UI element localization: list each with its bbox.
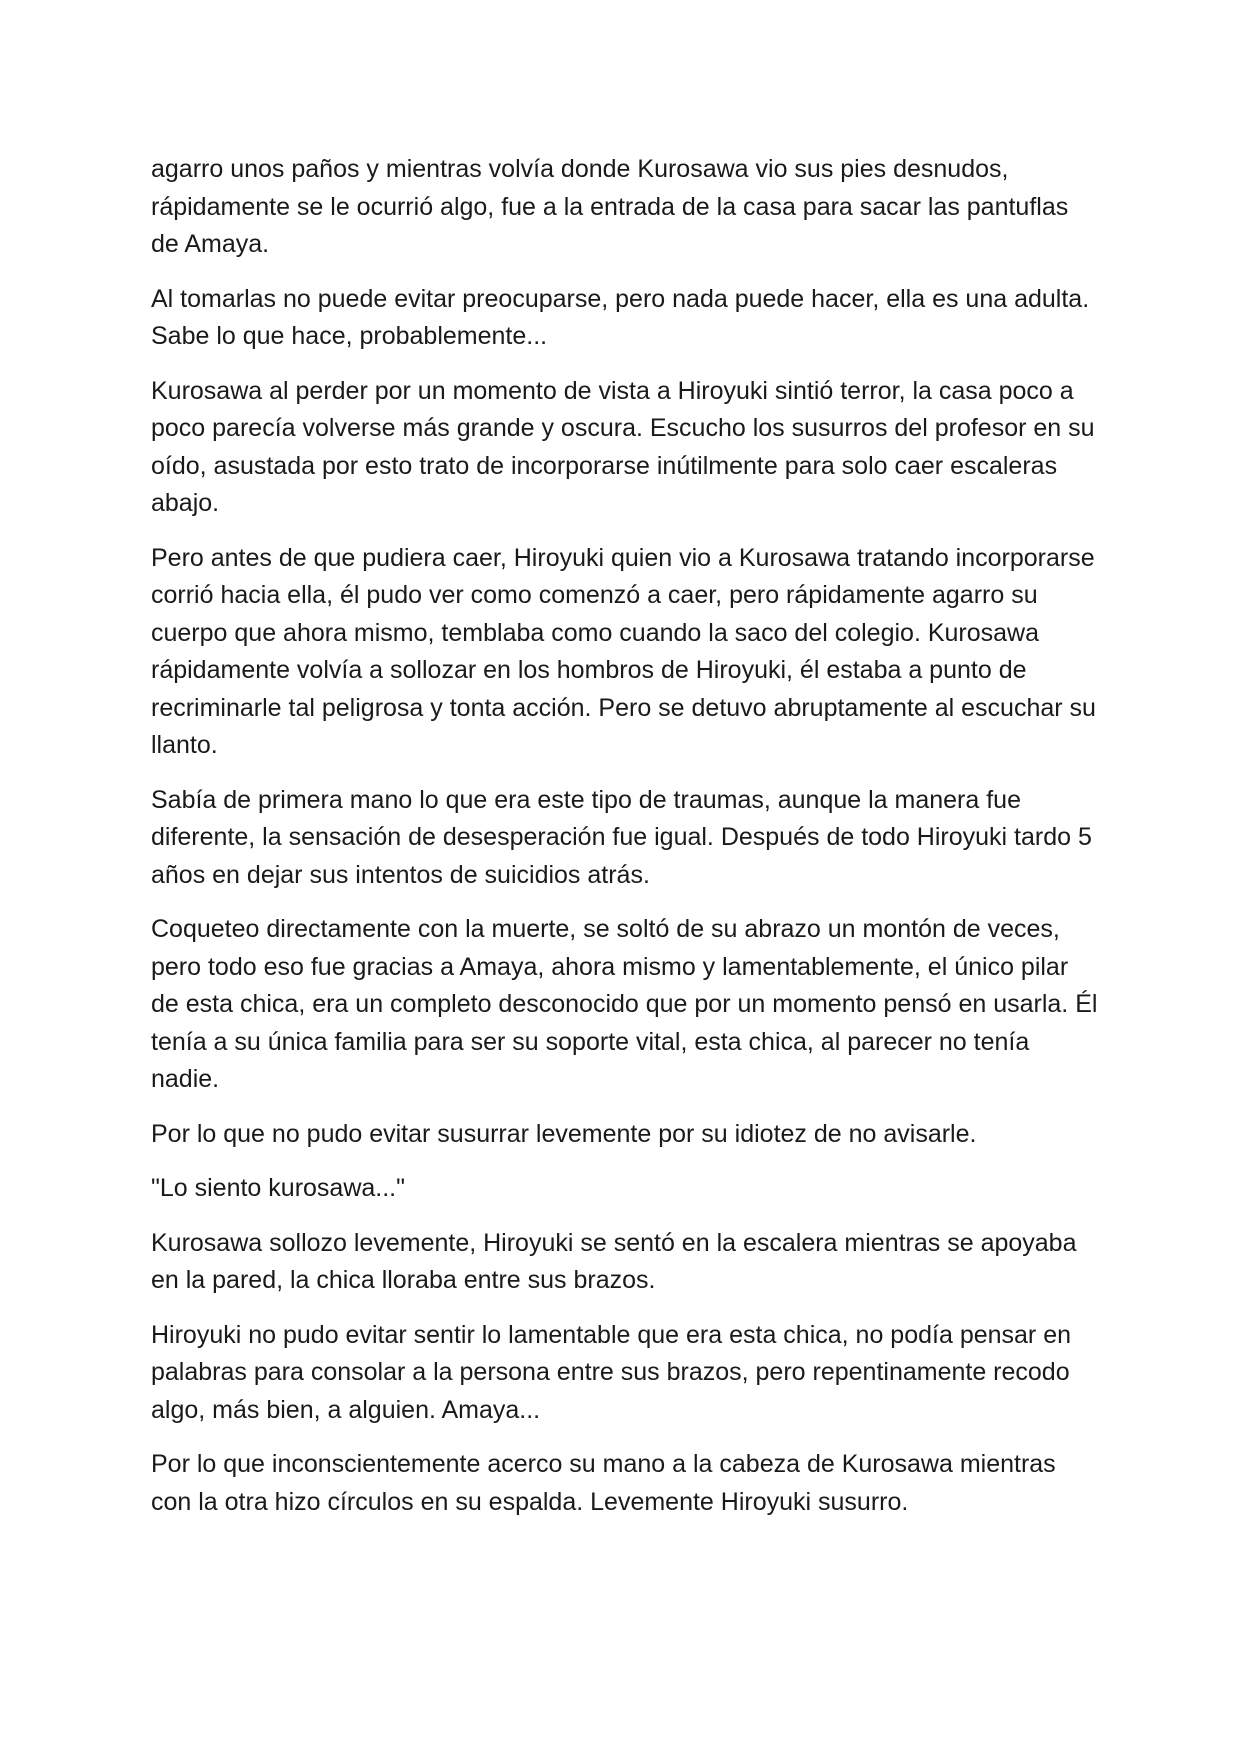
paragraph: Por lo que inconscientemente acerco su mano a la cabeza de Kurosawa mientras con la otra hizo círculos en su espalda. Levemente Hiroyuki susurro. (151, 1450, 1056, 1516)
paragraph: Por lo que no pudo evitar susurrar levemente por su idiotez de no avisarle. (151, 1119, 977, 1148)
document-body (151, 151, 1101, 1538)
paragraph: Hiroyuki no pudo evitar sentir lo lamentable que era esta chica, no podía pensar en palabras para consolar a la persona entre sus brazos, pero repentinamente recodo algo, más bien, a alguien. Amaya... (151, 1320, 1072, 1424)
paragraph: Coqueteo directamente con la muerte, se soltó de su abrazo un montón de veces, pero todo eso fue gracias a Amaya, ahora mismo y lamentablemente, el único pilar de esta chica, era un completo desconocido que por un momento pensó en usarla. Él tenía a su única familia para ser su soporte vital, esta chica, al parecer no tenía nadie. (151, 915, 1098, 1093)
paragraph: agarro unos paños y mientras volvía donde Kurosawa vio sus pies desnudos, rápidamente se le ocurrió algo, fue a la entrada de la casa para sacar las pantuflas de Amaya. (151, 155, 1069, 258)
paragraph: Kurosawa sollozo levemente, Hiroyuki se sentó en la escalera mientras se apoyaba en la pared, la chica lloraba entre sus brazos. (151, 1228, 1077, 1294)
paragraph: Pero antes de que pudiera caer, Hiroyuki quien vio a Kurosawa tratando incorporarse corrió hacia ella, él pudo ver como comenzó a caer, pero rápidamente agarro su cuerpo que ahora mismo, temblaba como cuando la saco del colegio. Kurosawa rápidamente volvía a sollozar en los hombros de Hiroyuki, él estaba a punto de recriminarle tal peligrosa y tonta acción. Pero se detuvo abruptamente al escuchar su llanto. (151, 543, 1096, 759)
paragraph: Al tomarlas no puede evitar preocuparse, pero nada puede hacer, ella es una adulta. Sabe lo que hace, probablemente... (151, 284, 1090, 350)
paragraph: Kurosawa al perder por un momento de vista a Hiroyuki sintió terror, la casa poco a poco parecía volverse más grande y oscura. Escucho los susurros del profesor en su oído, asustada por esto trato de incorporarse inútilmente para solo caer escaleras abajo. (151, 376, 1095, 517)
paragraph: Sabía de primera mano lo que era este tipo de traumas, aunque la manera fue diferente, la sensación de desesperación fue igual. Después de todo Hiroyuki tardo 5 años en dejar sus intentos de suicidios atrás. (151, 785, 1092, 889)
dialogue-line: "Lo siento kurosawa..." (151, 1174, 405, 1202)
